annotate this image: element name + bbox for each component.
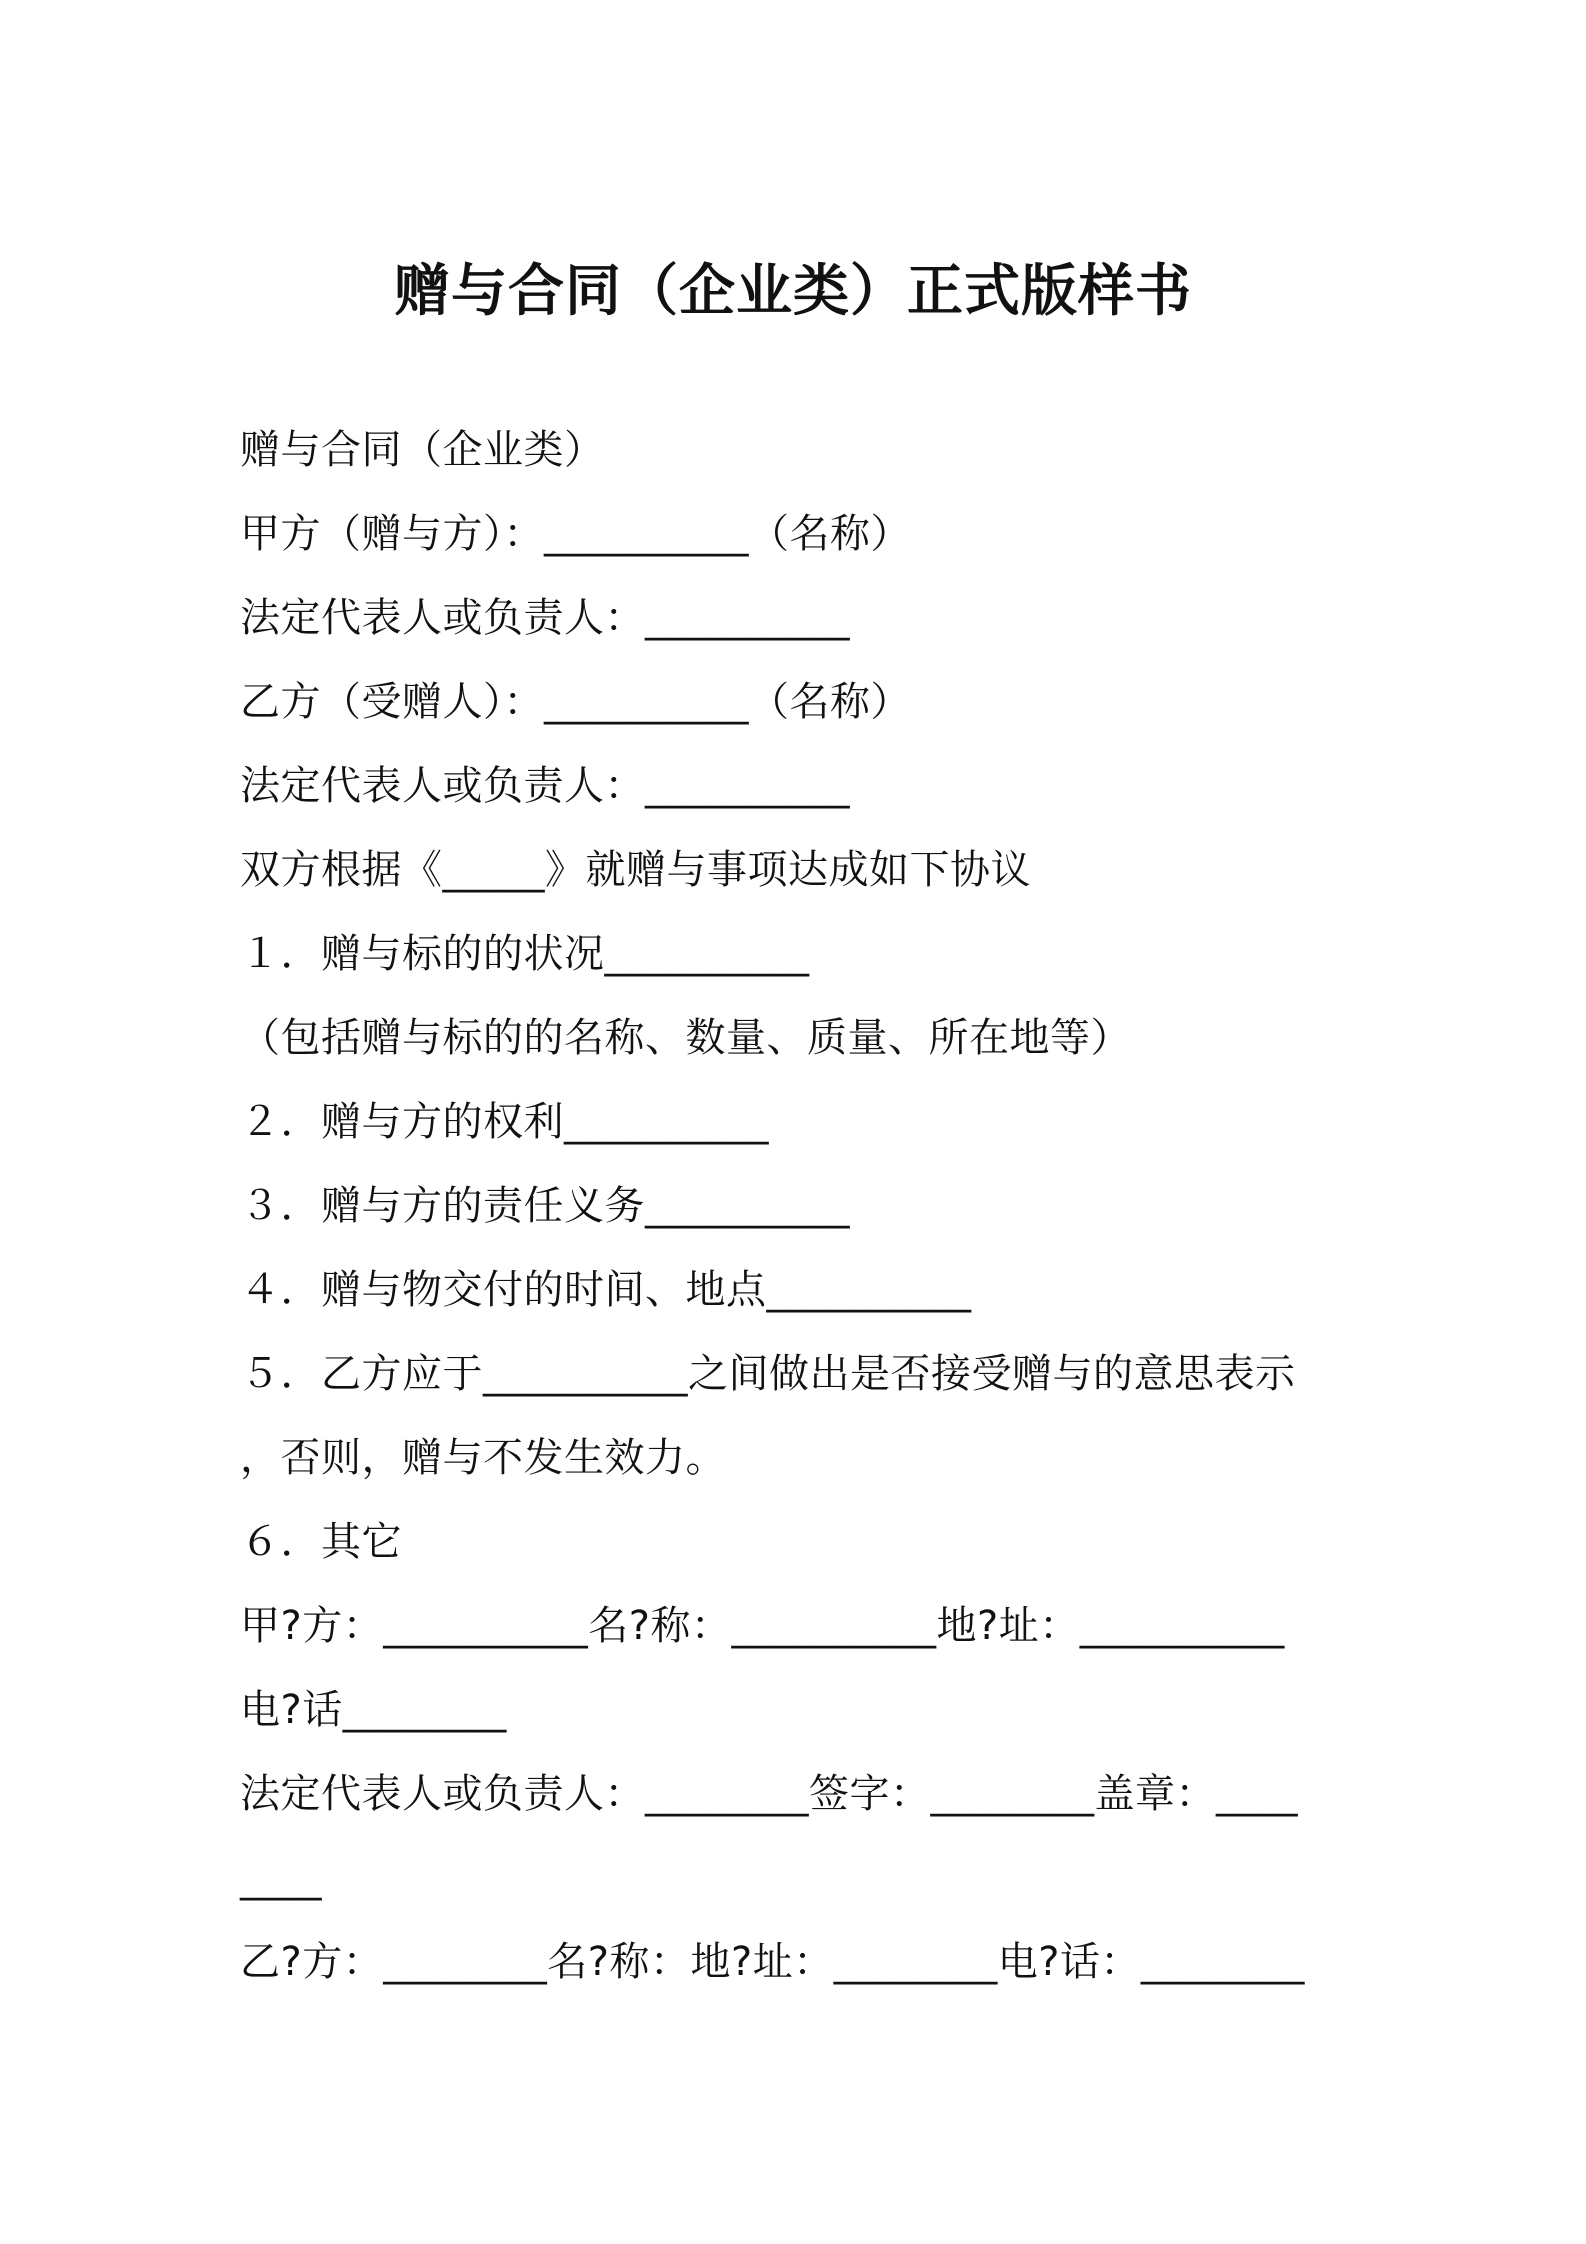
party-a-signature-line: 甲?方：__________名?称：__________地?址：__________ <box>240 1603 1285 1649</box>
representative-signature-line: 法定代表人或负责人：________签字：________盖章：____ <box>240 1771 1298 1817</box>
party-b-representative-line: 法定代表人或负责人：__________ <box>240 763 850 809</box>
representative-signature-continuation-line: ____ <box>240 1855 322 1901</box>
clause-4-line: ４．赠与物交付的时间、地点__________ <box>240 1267 972 1313</box>
document-title: 赠与合同（企业类）正式版样书 <box>394 259 1192 324</box>
agreement-basis-line: 双方根据《_____》就赠与事项达成如下协议 <box>240 847 1031 893</box>
clause-1-note-line: （包括赠与标的的名称、数量、质量、所在地等） <box>240 1015 1131 1061</box>
party-b-signature-line: 乙?方：________名?称：地?址：________电?话：________ <box>240 1939 1305 1985</box>
clause-1-line: １．赠与标的的状况__________ <box>240 931 810 977</box>
clause-5-line: ５．乙方应于__________之间做出是否接受赠与的意思表示 <box>240 1351 1296 1397</box>
document-body <box>240 408 1352 2004</box>
contract-heading: 赠与合同（企业类） <box>240 427 605 473</box>
clause-3-line: ３．赠与方的责任义务__________ <box>240 1183 850 1229</box>
clause-5-continuation-line: ，否则，赠与不发生效力。 <box>240 1435 726 1481</box>
clause-2-line: ２．赠与方的权利__________ <box>240 1099 769 1145</box>
party-a-line: 甲方（赠与方）：__________（名称） <box>240 511 911 557</box>
party-b-line: 乙方（受赠人）：__________（名称） <box>240 679 911 725</box>
party-a-phone-line: 电?话________ <box>240 1687 507 1733</box>
party-a-representative-line: 法定代表人或负责人：__________ <box>240 595 850 641</box>
clause-6-line: ６．其它 <box>240 1519 402 1565</box>
